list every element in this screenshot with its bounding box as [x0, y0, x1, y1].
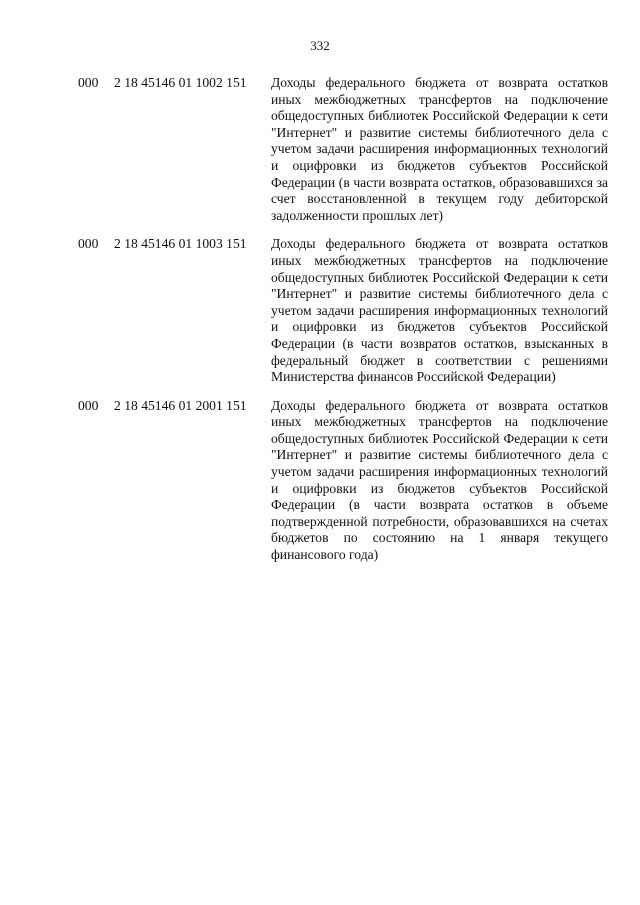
- list-item: [78, 398, 608, 564]
- income-description: Доходы федерального бюджета от возврата остатков иных межбюджетных трансфертов на подключение общедоступных библиотек Российской Федерации к сети "Интернет" и развитие системы библиотечного дела с учетом задачи расширения информационных технологий и оцифровки из бюджетов субъектов Российской Федерации (в части возврата остатков, образовавшихся за счет восстановленной в текущем году дебиторской задолженности прошлых лет): [271, 75, 608, 223]
- administrator-code: 000: [78, 75, 99, 90]
- page-number: 332: [310, 38, 330, 53]
- administrator-code: 000: [78, 236, 99, 252]
- list-item: [78, 75, 608, 224]
- administrator-code: 000: [78, 397, 99, 413]
- budget-classification-code: 2 18 45146 01 1002 151: [114, 75, 247, 90]
- list-item: [78, 236, 608, 385]
- budget-classification-list: [78, 75, 608, 576]
- budget-classification-code: 2 18 45146 01 1003 151: [114, 236, 247, 252]
- budget-classification-code: 2 18 45146 01 2001 151: [114, 397, 247, 413]
- income-description: Доходы федерального бюджета от возврата остатков иных межбюджетных трансфертов на подключение общедоступных библиотек Российской Федерации к сети "Интернет" и развитие системы библиотечного дела с учетом задачи расширения информационных технологий и оцифровки из бюджетов субъектов Российской Федерации (в части возврата остатков в объеме подтвержденной потребности, образовавшихся на счетах бюджетов по состоянию на 1 января текущего финансового года): [271, 397, 608, 563]
- income-description: Доходы федерального бюджета от возврата остатков иных межбюджетных трансфертов на подключение общедоступных библиотек Российской Федерации к сети "Интернет" и развитие системы библиотечного дела с учетом задачи расширения информационных технологий и оцифровки из бюджетов субъектов Российской Федерации (в части возвратов остатков, взысканных в федеральный бюджет в соответствии с решениями Министерства финансов Российской Федерации): [271, 236, 608, 385]
